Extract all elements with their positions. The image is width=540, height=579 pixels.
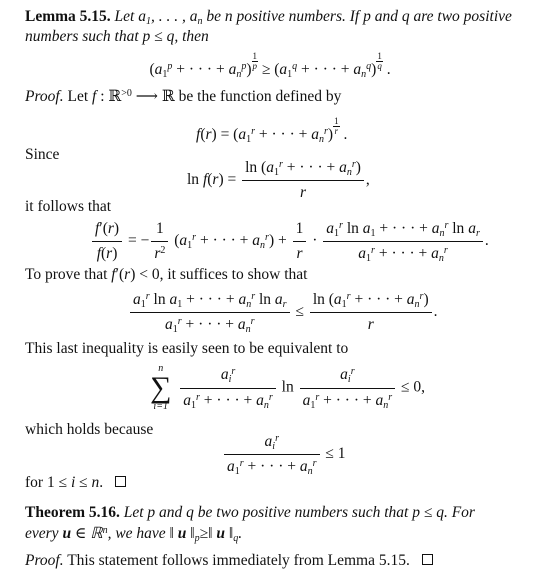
equation-suffices: $a_1^r$ $\ln a_1$ + · · · + $a_n^r$ $\ln a_r$ $a_1^r$ + · · · + $a_n^r$ ≤ $\ln (a_1^r$ + · · · + $a_n^r$) r . bbox=[128, 290, 438, 335]
theorem-heading: Theorem 5.16. bbox=[25, 504, 120, 521]
last-inequality-text: This last inequality is easily seen to be equivalent to bbox=[25, 340, 349, 357]
proof-2-heading: Proof. bbox=[25, 552, 64, 569]
equation-sum: n ∑ i=1 $a_i^r$ $a_1^r$ + · · · + $a_n^r$ ln $a_i^r$ $a_1^r$ + · · · + $a_n^r$ ≤ 0, bbox=[150, 363, 426, 412]
lemma-heading: Lemma 5.15. bbox=[25, 8, 111, 25]
proof-line-1: Proof. Let f : ℝ$^{>0}$ ⟶ ℝ be the function defined by bbox=[25, 88, 342, 105]
lemma-line-2: numbers such that p ≤ q, then bbox=[25, 28, 209, 45]
equation-f-definition: $f(r) = (a_1^r$ + · · · + $a_n^r$) $\frac{1}{r}$ . bbox=[196, 116, 348, 145]
equation-ln-f: ln f(r) = $\ln (a_1^r$ + · · · + $a_n^r$) r , bbox=[187, 159, 370, 202]
theorem-line-2: every u ∈ ℝ$^n$, we have ‖ u $‖_p\ge‖$ u $‖_q$. bbox=[25, 525, 243, 544]
equation-derivative: $\frac{f'(r)}{f(r)}$ = − $\frac{1}{r^2}$ ($a_1^r$ + · · · + $a_n^r$) + $\frac{1}{r}$ · $a_1^r$ $\ln a_1$ + · · · + $a_n^r$ $\ln a_r$ $a_1^r$ + · · · + $a_n^r$ . bbox=[90, 219, 489, 264]
lemma-line-1: Lemma 5.15. Let $a_1$, . . . , $a_n$ be n positive numbers. If p and q are two positive bbox=[25, 8, 512, 27]
for-range-text: for 1 ≤ i ≤ n. bbox=[25, 474, 126, 493]
proof-heading: Proof. bbox=[25, 88, 64, 105]
qed-square-icon bbox=[115, 476, 126, 487]
to-prove-text: To prove that f′(r) < 0, it suffices to show that bbox=[25, 266, 308, 283]
it-follows-text: it follows that bbox=[25, 198, 112, 215]
equation-bound: $a_i^r$ $a_1^r$ + · · · + $a_n^r$ ≤ 1 bbox=[222, 432, 346, 477]
proof-2-line bbox=[25, 552, 433, 571]
summation-sign: n ∑ i=1 bbox=[150, 363, 172, 412]
which-holds-text: which holds because bbox=[25, 421, 154, 438]
qed-square-icon bbox=[422, 554, 433, 565]
since-text: Since bbox=[25, 146, 60, 163]
theorem-line-1: Theorem 5.16. Let p and q be two positive numbers such that p ≤ q. For bbox=[25, 504, 475, 521]
proof-2-text: This statement follows immediately from Lemma 5.15. bbox=[67, 552, 410, 569]
equation-power-mean: ($a_1^p$ + · · · + $a_n^p$) $\frac{1}{p}$ ≥ ($a_1^q$ + · · · + $a_n^q$) $\frac{1}{q}$ . bbox=[149, 51, 391, 80]
